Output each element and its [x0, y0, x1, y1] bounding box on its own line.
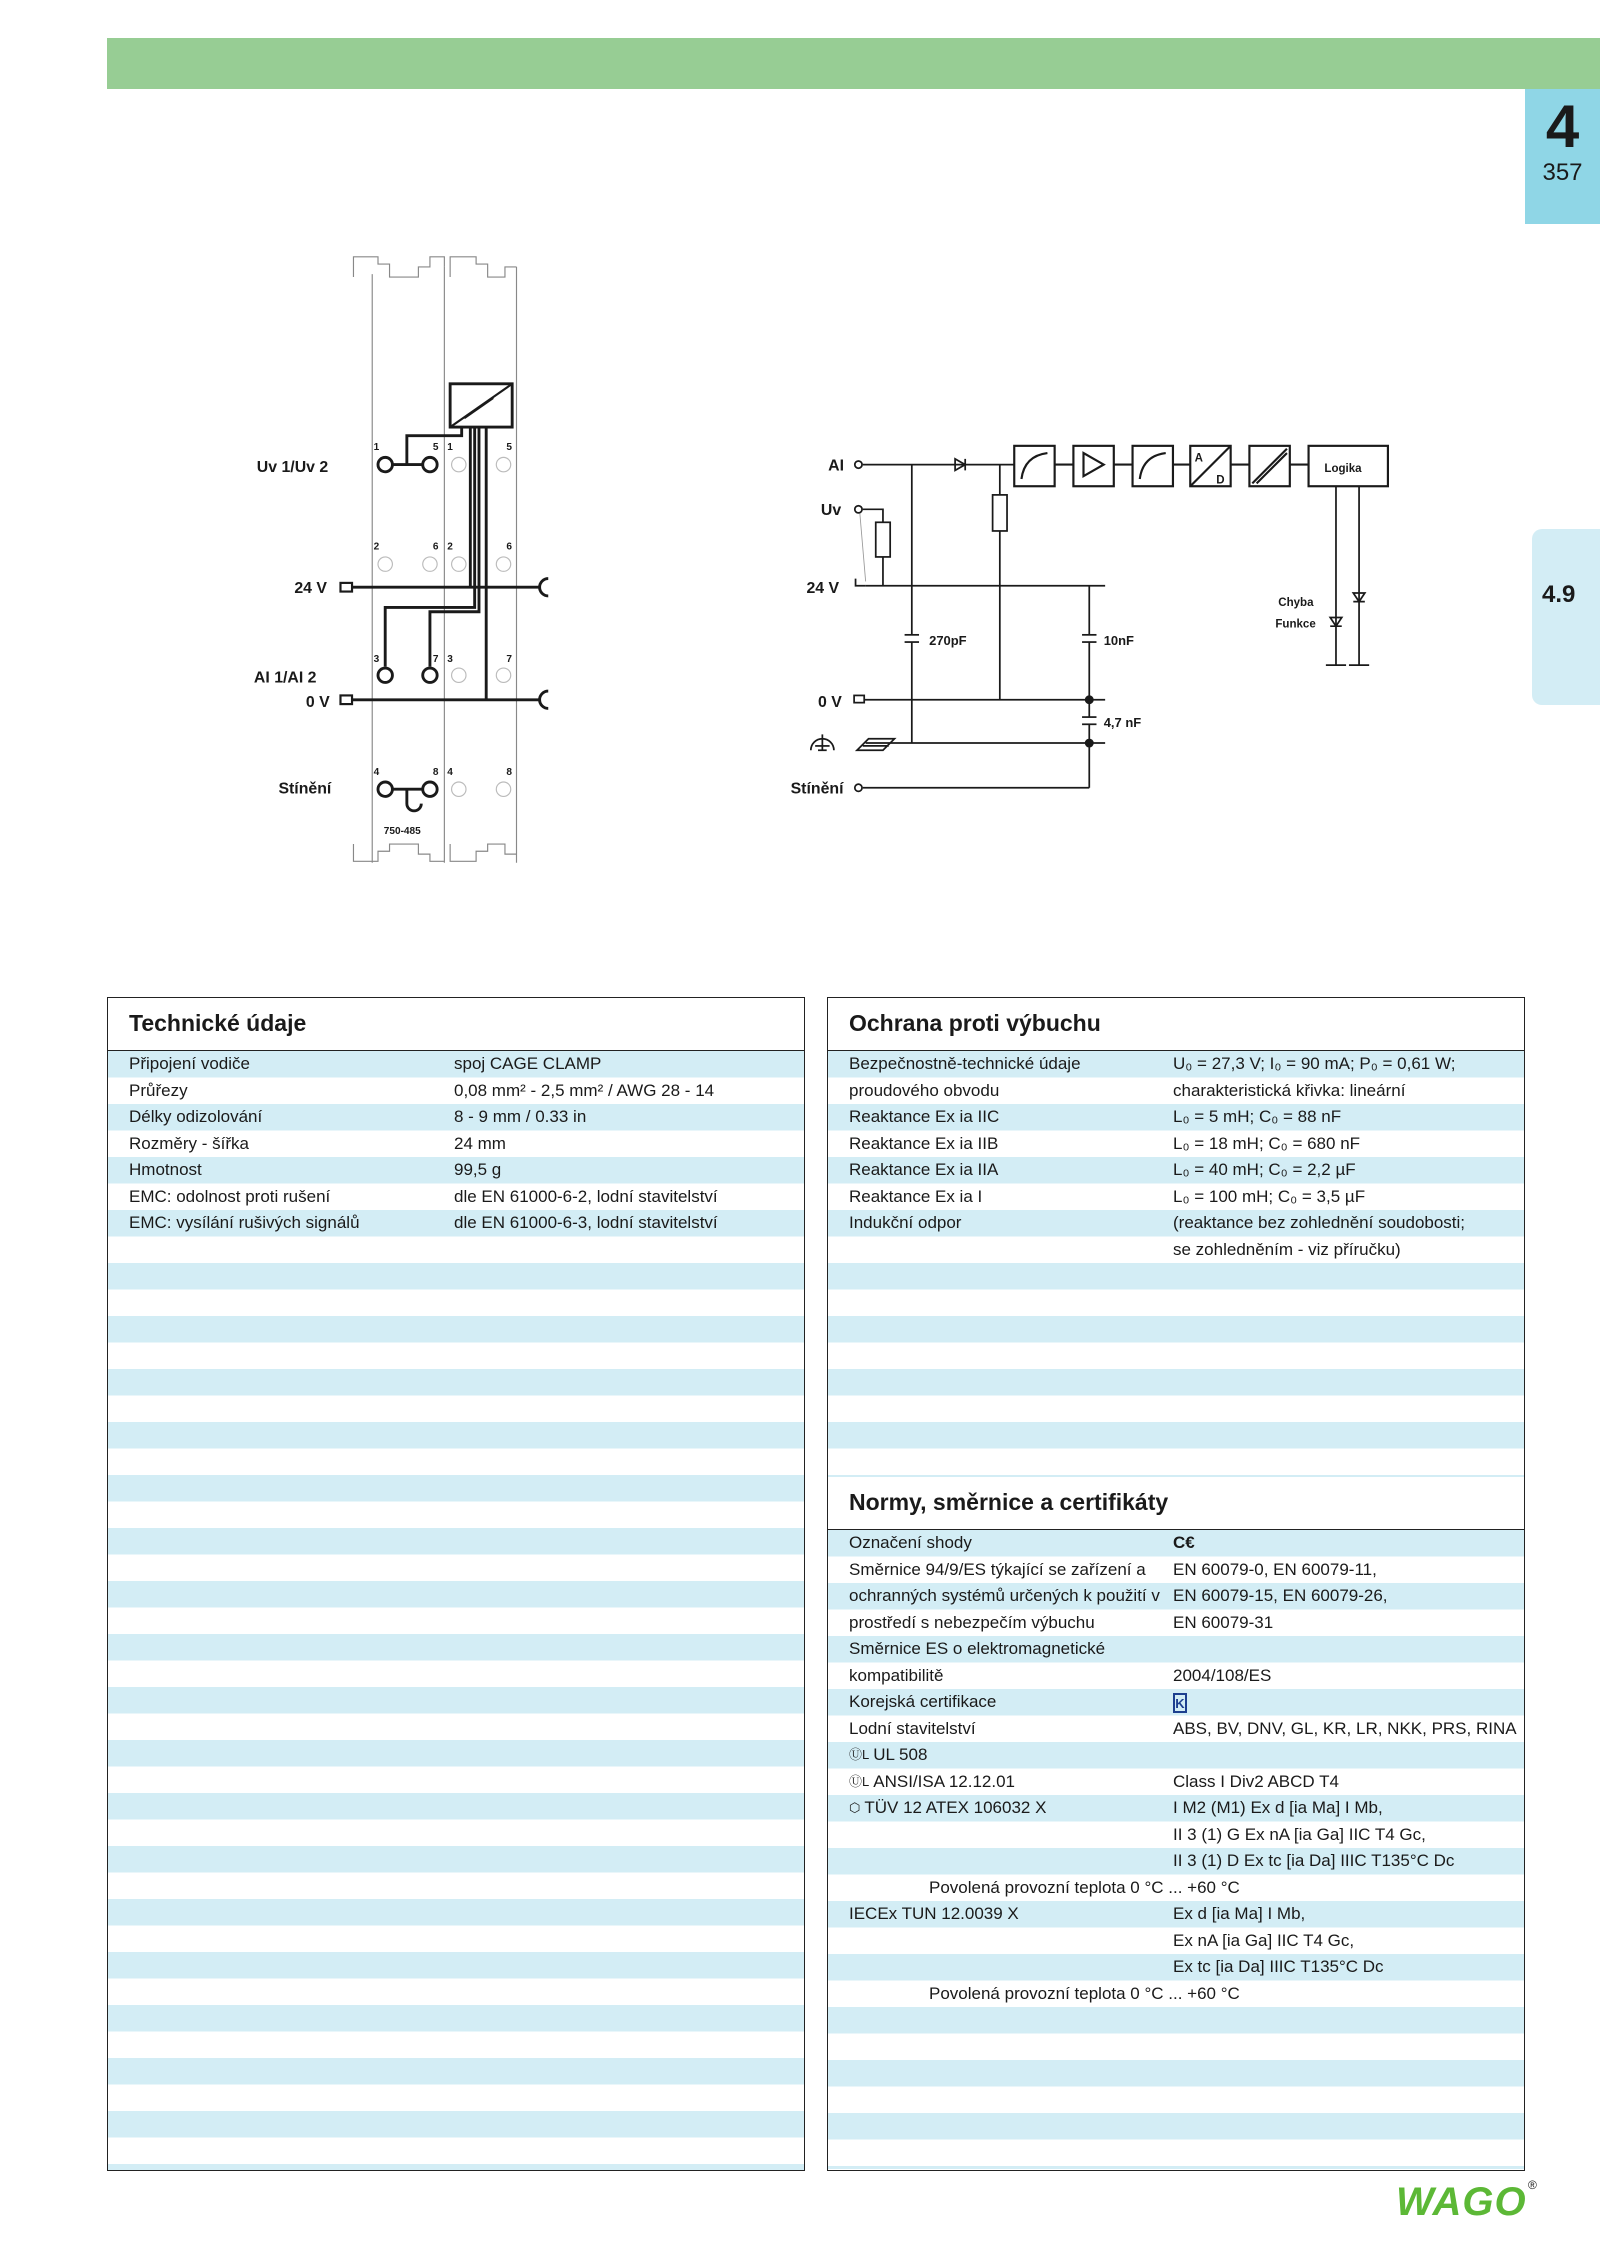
svg-text:5: 5: [432, 442, 439, 454]
row-value: [454, 1184, 718, 1211]
table-row: [828, 1954, 1524, 1981]
standards-title: Normy, směrnice a certifikáty: [828, 1477, 1524, 1530]
row-label: [849, 1901, 1019, 1928]
row-label: [129, 1210, 360, 1237]
explosion-protection-panel: [827, 997, 1525, 1478]
row-label-text: ANSI/ISA 12.12.01: [873, 1771, 1015, 1791]
row-label-text: UL 508: [873, 1745, 928, 1764]
svg-text:6: 6: [432, 541, 439, 553]
svg-text:Funkce: Funkce: [1275, 618, 1316, 631]
table-row: [828, 1210, 1524, 1237]
resistor-icon: [876, 522, 890, 557]
row-value: [1173, 1795, 1383, 1822]
ground-icon: [811, 734, 834, 750]
table-row: [828, 1981, 1524, 2008]
svg-text:8: 8: [506, 766, 513, 778]
row-value: [454, 1131, 506, 1158]
row-value: [1173, 1210, 1465, 1237]
row-value: [1173, 1530, 1199, 1557]
svg-text:5: 5: [506, 442, 513, 454]
row-label: [129, 1184, 330, 1211]
row-label: [849, 1636, 1105, 1663]
row-value: [1173, 1822, 1426, 1849]
row-value-text: Class I Div2 ABCD T4: [1173, 1771, 1339, 1791]
row-value-text: Ex tc [ia Da] IIIC T135°C Dc: [1173, 1957, 1384, 1976]
row-label: [849, 1583, 1160, 1610]
row-label-text: Hmotnost: [129, 1160, 202, 1179]
label-ai: AI 1/AI 2: [253, 669, 317, 687]
row-label-text: Průřezy: [129, 1080, 188, 1100]
table-row: [828, 1848, 1524, 1875]
row-value-text: U₀ = 27,3 V; I₀ = 90 mA; P₀ = 0,61 W;: [1173, 1054, 1456, 1073]
row-value: [1173, 1104, 1341, 1131]
row-label-text: Reaktance Ex ia IIC: [849, 1107, 1000, 1126]
row-value: [454, 1078, 714, 1105]
standards-table: [828, 1530, 1524, 2169]
table-row: [828, 1901, 1524, 1928]
svg-text:3: 3: [373, 654, 380, 666]
table-row: [828, 1716, 1524, 1743]
row-value: [1173, 1716, 1517, 1743]
table-row: [108, 1157, 804, 1184]
ul-mark-icon: ⓊL: [849, 1773, 870, 1789]
row-label: [849, 1716, 976, 1743]
svg-text:4: 4: [373, 766, 380, 778]
table-row: [828, 1051, 1524, 1078]
section-number: 4.9: [1542, 581, 1576, 608]
svg-text:6: 6: [506, 541, 513, 553]
terminal-numbers: [374, 442, 513, 778]
row-value-text: EN 60079-0, EN 60079-11,: [1173, 1559, 1377, 1579]
row-value: [1173, 1237, 1401, 1264]
row-label: [129, 1078, 188, 1105]
row-value: [1173, 1557, 1377, 1584]
row-value-text: 0,08 mm² - 2,5 mm² / AWG 28 - 14: [454, 1080, 715, 1100]
label-0v: 0 V: [305, 693, 330, 711]
row-label: [129, 1051, 250, 1078]
row-value-text: L₀ = 5 mH; C₀ = 88 nF: [1173, 1107, 1342, 1126]
table-row: [828, 1636, 1524, 1663]
technical-data-panel: [107, 997, 805, 2171]
row-value: [454, 1210, 718, 1237]
row-label-text: kompatibilitě: [849, 1665, 944, 1685]
table-row: [828, 1583, 1524, 1610]
row-label-text: Směrnice 94/9/ES týkající se zařízení a: [849, 1559, 1146, 1579]
row-value-text: se zohledněním - viz příručku): [1173, 1239, 1401, 1259]
row-label-text: Označení shody: [849, 1533, 972, 1552]
table-row: [108, 1131, 804, 1158]
row-value-text: (reaktance bez zohlednění soudobosti;: [1173, 1213, 1466, 1232]
row-label: [849, 1530, 972, 1557]
svg-text:0 V: 0 V: [818, 693, 842, 711]
table-row: [828, 1610, 1524, 1637]
table-row: [828, 1104, 1524, 1131]
row-value-text: charakteristická křivka: lineární: [1173, 1080, 1406, 1100]
row-label-text: ochranných systémů určených k použití v: [849, 1586, 1160, 1605]
row-value: [1173, 1051, 1455, 1078]
row-value: [1173, 1928, 1354, 1955]
row-value: [1173, 1184, 1365, 1211]
row-label-text: Lodní stavitelství: [849, 1718, 976, 1738]
svg-text:10nF: 10nF: [1103, 632, 1134, 648]
row-value-text: II 3 (1) G Ex nA [ia Ga] IIC T4 Gc,: [1173, 1824, 1426, 1844]
table-row: [828, 1530, 1524, 1557]
svg-text:2: 2: [373, 541, 380, 553]
page-number: 357: [1542, 159, 1583, 186]
row-value: [1173, 1848, 1454, 1875]
table-row: [828, 1928, 1524, 1955]
table-row: [828, 1557, 1524, 1584]
row-value-text: 2004/108/ES: [1173, 1665, 1272, 1685]
row-label-text: prostředí s nebezpečím výbuchu: [849, 1612, 1095, 1632]
row-label: [849, 1210, 961, 1237]
row-value-text: dle EN 61000-6-2, lodní stavitelství: [454, 1186, 718, 1206]
table-row: [828, 1184, 1524, 1211]
svg-text:1: 1: [447, 442, 453, 454]
row-value: [1173, 1689, 1187, 1716]
row-value-text: Ex d [ia Ma] I Mb,: [1173, 1904, 1306, 1923]
row-label-text: Rozměry - šířka: [129, 1133, 249, 1153]
row-label: [849, 1742, 927, 1769]
operating-temperature: Povolená provozní teplota 0 °C ... +60 °C: [929, 1983, 1240, 2003]
row-label: [849, 1663, 944, 1690]
label-24v: 24 V: [294, 579, 327, 597]
table-row: [828, 1078, 1524, 1105]
table-row: [828, 1689, 1524, 1716]
row-value: [1173, 1769, 1339, 1796]
row-value: [1173, 1583, 1388, 1610]
table-row: [108, 1078, 804, 1105]
table-row: [108, 1210, 804, 1237]
row-value-text: I M2 (M1) Ex d [ia Ma] I Mb,: [1173, 1798, 1383, 1817]
row-value-text: dle EN 61000-6-3, lodní stavitelství: [454, 1213, 718, 1232]
row-value-text: spoj CAGE CLAMP: [454, 1054, 602, 1073]
explosion-protection-table: [828, 1051, 1524, 1477]
svg-text:Logika: Logika: [1324, 462, 1362, 475]
row-label-text: Korejská certifikace: [849, 1692, 997, 1711]
row-value: [1173, 1954, 1384, 1981]
row-value: [454, 1051, 601, 1078]
svg-text:D: D: [1216, 474, 1225, 487]
row-label: [849, 1610, 1095, 1637]
svg-text:24 V: 24 V: [806, 579, 840, 597]
row-value-text: 99,5 g: [454, 1160, 502, 1179]
row-value-text: Ex nA [ia Ga] IIC T4 Gc,: [1173, 1930, 1355, 1950]
registered-mark: ®: [1528, 2178, 1537, 2192]
row-label: [849, 1078, 999, 1105]
row-value: [1173, 1131, 1360, 1158]
resistor-icon: [993, 495, 1007, 531]
svg-text:AI: AI: [828, 457, 845, 475]
row-value-text: ABS, BV, DNV, GL, KR, LR, NKK, PRS, RINA: [1173, 1718, 1517, 1738]
terminal-24v-icon: [340, 583, 352, 592]
row-label: [849, 1051, 1081, 1078]
model-number: 750-485: [383, 825, 421, 837]
row-value-text: L₀ = 100 mH; C₀ = 3,5 µF: [1173, 1186, 1366, 1206]
svg-text:2: 2: [447, 541, 453, 553]
operating-temperature: Povolená provozní teplota 0 °C ... +60 °C: [929, 1877, 1240, 1897]
row-value: [454, 1104, 586, 1131]
row-label: [849, 1131, 998, 1158]
row-label-text: Indukční odpor: [849, 1213, 962, 1232]
row-label: [849, 1557, 1146, 1584]
technical-data-table: [108, 1051, 804, 2170]
chapter-number: 4: [1545, 93, 1580, 160]
table-row: [828, 1822, 1524, 1849]
table-row: [828, 1663, 1524, 1690]
table-row: [828, 1875, 1524, 1902]
row-label: [849, 1795, 1046, 1822]
row-label: [849, 1689, 996, 1716]
kc-mark-icon: K: [1173, 1693, 1187, 1713]
table-row: [108, 1104, 804, 1131]
svg-text:7: 7: [432, 654, 439, 666]
row-label-text: Bezpečnostně-technické údaje: [849, 1054, 1081, 1073]
row-value-text: 8 - 9 mm / 0.33 in: [454, 1107, 587, 1126]
row-label-text: Připojení vodiče: [129, 1054, 250, 1073]
row-value: [1173, 1901, 1305, 1928]
label-uv: Uv 1/Uv 2: [256, 458, 329, 476]
row-label: [849, 1769, 1015, 1796]
ce-mark-icon: C€: [1173, 1533, 1195, 1553]
row-value: [1173, 1157, 1356, 1184]
table-row: [828, 1131, 1524, 1158]
row-label-text: Reaktance Ex ia IIB: [849, 1133, 999, 1153]
svg-text:Stínění: Stínění: [790, 780, 844, 798]
technical-data-title: Technické údaje: [108, 998, 804, 1051]
row-value-text: EN 60079-31: [1173, 1612, 1274, 1632]
table-row: [108, 1051, 804, 1078]
row-label: [129, 1131, 249, 1158]
row-label-text: EMC: vysílání rušivých signálů: [129, 1213, 360, 1232]
row-value-text: L₀ = 40 mH; C₀ = 2,2 µF: [1173, 1160, 1356, 1179]
table-row: [828, 1742, 1524, 1769]
ex-mark-icon: ⬡: [849, 1800, 861, 1816]
row-value: [1173, 1078, 1405, 1105]
row-value: [1173, 1663, 1271, 1690]
row-label-text: proudového obvodu: [849, 1080, 1000, 1100]
svg-text:Chyba: Chyba: [1278, 596, 1314, 609]
row-label-text: Reaktance Ex ia I: [849, 1186, 983, 1206]
table-row: [828, 1237, 1524, 1264]
row-label-text: EMC: odolnost proti rušení: [129, 1186, 331, 1206]
svg-text:Uv: Uv: [820, 502, 842, 520]
row-label: [129, 1104, 262, 1131]
row-label: [849, 1184, 982, 1211]
row-value: [1173, 1610, 1273, 1637]
wiring-diagram: [340, 257, 548, 863]
terminal-0v-icon: [340, 695, 352, 704]
svg-text:1: 1: [373, 442, 380, 454]
row-label: [129, 1157, 202, 1184]
row-label-text: IECEx TUN 12.0039 X: [849, 1904, 1019, 1923]
row-value-text: II 3 (1) D Ex tc [ia Da] IIIC T135°C Dc: [1173, 1851, 1455, 1870]
table-row: [828, 1769, 1524, 1796]
row-value-text: L₀ = 18 mH; C₀ = 680 nF: [1173, 1133, 1361, 1153]
svg-text:3: 3: [447, 654, 453, 666]
svg-text:8: 8: [432, 766, 439, 778]
table-row: [828, 1157, 1524, 1184]
table-row: [828, 1795, 1524, 1822]
svg-text:A: A: [1194, 452, 1203, 465]
row-value-text: EN 60079-15, EN 60079-26,: [1173, 1586, 1388, 1605]
ul-mark-icon: ⓊL: [849, 1747, 870, 1763]
row-value-text: 24 mm: [454, 1133, 506, 1153]
wago-logo: WAGO: [1396, 2180, 1527, 2224]
svg-text:270pF: 270pF: [929, 632, 967, 648]
din-rail-icon: [857, 739, 895, 751]
svg-text:7: 7: [506, 654, 513, 666]
row-label: [849, 1157, 998, 1184]
table-row: [108, 1184, 804, 1211]
row-label-text: Délky odizolování: [129, 1107, 263, 1126]
svg-text:4,7 nF: 4,7 nF: [1103, 715, 1142, 731]
row-label-text: TÜV 12 ATEX 106032 X: [864, 1798, 1047, 1817]
row-value: [454, 1157, 501, 1184]
label-shield: Stínění: [278, 780, 332, 798]
explosion-protection-title: Ochrana proti výbuchu: [828, 998, 1524, 1051]
svg-text:4: 4: [447, 766, 453, 778]
row-label-text: Reaktance Ex ia IIA: [849, 1160, 999, 1179]
row-label: [849, 1104, 999, 1131]
standards-panel: [827, 1477, 1525, 2171]
row-label-text: Směrnice ES o elektromagnetické: [849, 1639, 1106, 1658]
